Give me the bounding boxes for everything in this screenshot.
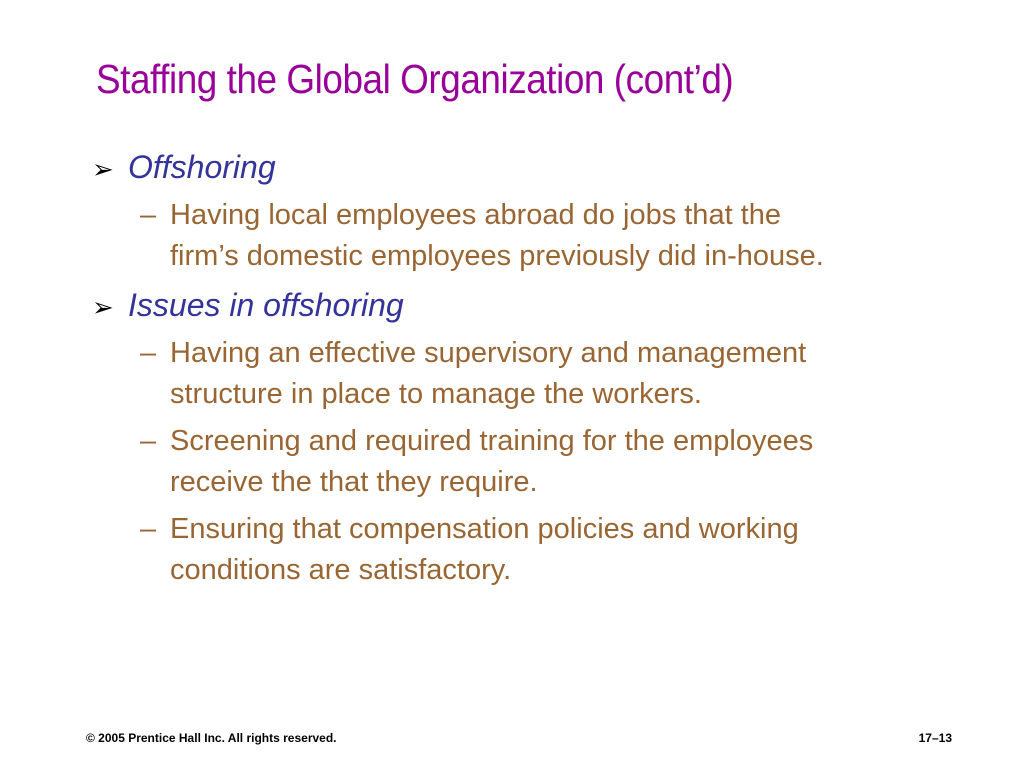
bullet-heading: Offshoring: [128, 149, 276, 185]
dash-bullet-icon: –: [140, 337, 157, 369]
bullet-offshoring: [88, 145, 988, 191]
bullet-heading: Issues in offshoring: [128, 287, 404, 323]
sub-bullet-text: Ensuring that compensation policies and working conditions are satisfactory.: [170, 513, 799, 586]
dash-bullet-icon: –: [140, 425, 157, 457]
arrow-bullet-icon: ➢: [92, 292, 114, 322]
arrow-bullet-icon: ➢: [92, 154, 114, 184]
footer-copyright: © 2005 Prentice Hall Inc. All rights reserved.: [86, 731, 337, 745]
sub-bullet: [140, 421, 988, 503]
sub-bullet-text: Screening and required training for the employees receive the that they require.: [170, 425, 814, 498]
footer-page-number: 17–13: [918, 731, 952, 745]
slide-body: [88, 145, 988, 591]
dash-bullet-icon: –: [140, 199, 157, 231]
sub-bullet: [140, 333, 988, 415]
dash-bullet-icon: –: [140, 513, 157, 545]
slide-title: Staffing the Global Organization (cont’d): [96, 56, 734, 102]
sub-bullet: [140, 509, 988, 591]
bullet-issues-in-offshoring: [88, 283, 988, 329]
sub-bullet-text: Having local employees abroad do jobs that the firm’s domestic employees previously did in-house.: [170, 199, 824, 272]
sub-bullet: [140, 195, 988, 277]
sub-bullet-text: Having an effective supervisory and management structure in place to manage the workers.: [170, 337, 807, 410]
